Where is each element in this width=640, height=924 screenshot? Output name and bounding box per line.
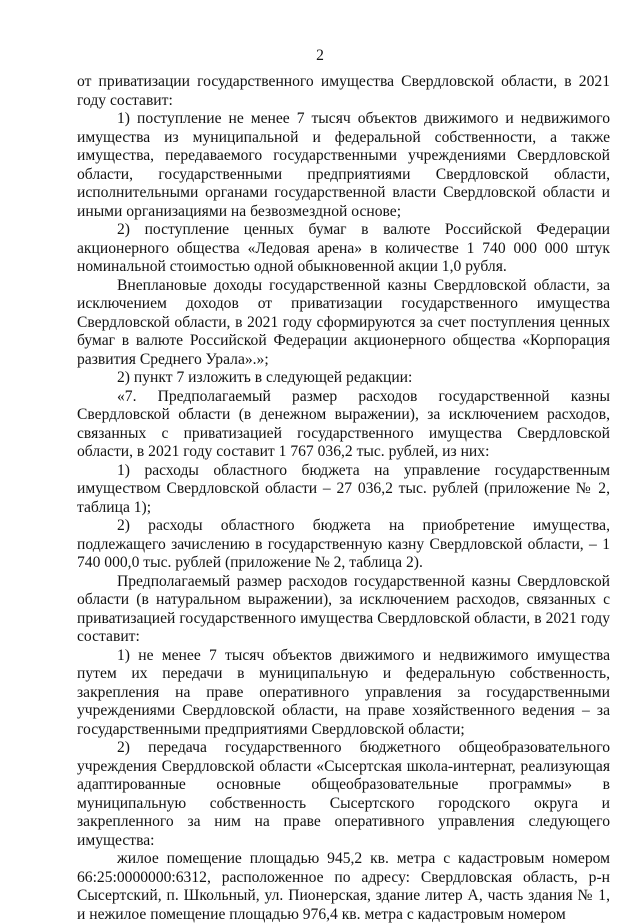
page-number: 2 — [316, 47, 324, 64]
paragraph: от приватизации государственного имущества Свердловской области, в 2021 году составит: — [77, 73, 610, 109]
paragraph: 2) расходы областного бюджета на приобретение имущества, подлежащего зачислению в государственную казну Свердловской области, – 1 740 000,0 тыс. рублей (приложение № 2, таблица 2). — [77, 517, 610, 571]
paragraph: 2) передача государственного бюджетного общеобразовательного учреждения Свердловской области «Сысертская школа-интернат, реализующая адаптированные основные общеобразовательные программы» в муниципальную собственность Сысертского городского округа и закрепленного за ним на праве оперативного управления следующего имущества: — [77, 739, 610, 849]
paragraph: 2) поступление ценных бумаг в валюте Российской Федерации акционерного общества «Ледовая арена» в количестве 1 740 000 000 штук номинальной стоимостью одной обыкновенной акции 1,0 рубля. — [77, 221, 610, 275]
paragraph: Внеплановые доходы государственной казны Свердловской области, за исключением доходов от приватизации государственного имущества Свердловской области, в 2021 году сформируются за счет поступления ценных бумаг в валюте Российской Федерации акционерного общества «Корпорация развития Среднего Урала».»; — [77, 276, 610, 368]
paragraph: 1) поступление не менее 7 тысяч объектов движимого и недвижимого имущества из муниципальной и федеральной собственности, а также имущества, передаваемого государственными учреждениями Свердловской области, государственными предприятиями Свердловской области, исполнительными органами государственной власти Свердловской области и иными организациями на безвозмездной основе; — [77, 110, 610, 220]
paragraph: 2) пункт 7 изложить в следующей редакции: — [117, 369, 413, 386]
document-body — [77, 73, 610, 924]
paragraph: жилое помещение площадью 945,2 кв. метра с кадастровым номером 66:25:0000000:6312, расположенное по адресу: Свердловская область, р-н Сысертский, п. Школьный, ул. Пионерская, здание литер А, часть здания № 1, и нежилое помещение площадью 976,4 кв. метра с кадастровым номером — [77, 850, 610, 923]
paragraph: 1) расходы областного бюджета на управление государственным имуществом Свердловской области – 27 036,2 тыс. рублей (приложение № 2, таблица 1); — [77, 461, 610, 516]
paragraph: «7. Предполагаемый размер расходов государственной казны Свердловской области (в денежном выражении), за исключением расходов, связанных с приватизацией государственного имущества Свердловской области, в 2021 году составит 1 767 036,2 тыс. рублей, из них: — [77, 387, 610, 460]
paragraph: 1) не менее 7 тысяч объектов движимого и недвижимого имущества путем их передачи в муниципальную и федеральную собственность, закрепления на праве оперативного управления за государственными учреждениями Свердловской области, на праве хозяйственного ведения – за государственными предприятиями Свердловской области; — [77, 646, 610, 738]
paragraph: Предполагаемый размер расходов государственной казны Свердловской области (в натуральном выражении), за исключением расходов, связанных с приватизацией государственного имущества Свердловской области, в 2021 году составит: — [77, 572, 610, 645]
